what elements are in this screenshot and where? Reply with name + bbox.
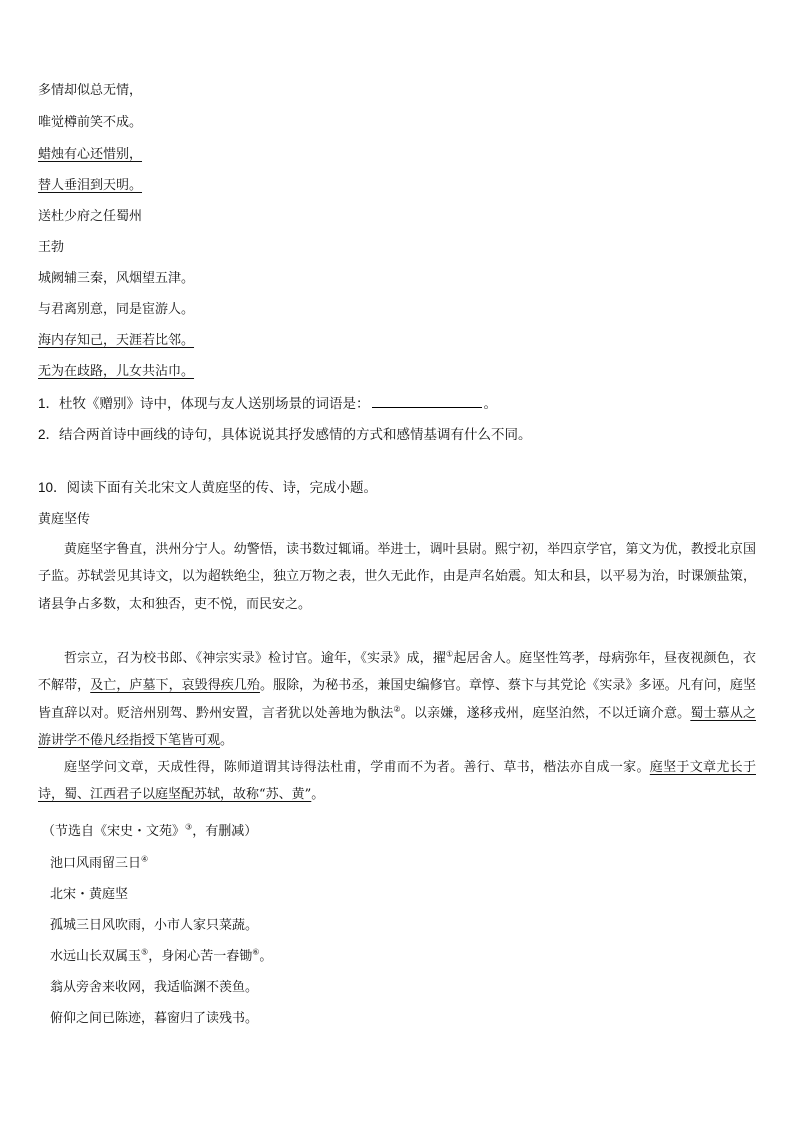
p2-underlined-1: 及亡，庐墓下，哀毁得疾几殆 [90,678,260,694]
question-1 [38,395,497,413]
poem3-author: 北宋・黄庭坚 [50,887,129,902]
answer-blank[interactable] [372,395,482,408]
poem2-title: 送杜少府之任蜀州 [38,209,143,224]
bio-paragraph-1: 黄庭坚字鲁直，洪州分宁人。幼警悟，读书数过辄诵。举进士，调叶县尉。熙宁初，举四京学官，第文为优，教授北京国子监。苏轼尝见其诗文，以为超轶绝尘，独立万物之表，世久无此作，由是声名始震。知太和县，以平易为治，时课颁盐策，诸县争占多数，太和独否，吏不悦，而民安之。 [38,542,756,612]
poem2-underlined-line-2: 无为在歧路，儿女共沾巾。 [38,364,195,379]
question-1-end: 。 [483,396,498,411]
poem1-underlined-line-2: 替人垂泪到天明。 [38,178,143,193]
p2-text-a: 哲宗立，召为校书郎、《神宗实录》检讨官。逾年，《实录》成，擢 [64,651,446,666]
footnote-2-marker: ② [393,704,401,714]
poem2-author: 王勃 [38,240,65,255]
poem2-line-1: 城阙辅三秦，风烟望五津。 [38,271,195,286]
p2-underlined-2: 蜀士慕从之游讲学不倦凡经指授下笔皆可观 [38,705,756,748]
footnote-1-marker: ① [445,649,454,659]
bio-paragraph-3 [38,754,756,809]
question-2-number: 2． [38,427,60,442]
section-10-heading: 10．阅读下面有关北宋文人黄庭坚的传、诗，完成小题。 [38,480,378,495]
poem3-line-2-b: ，身闲心苦一舂锄 [148,949,253,964]
question-1-number: 1． [38,396,60,411]
poem3-line-2-a: 水远山长双属玉 [50,949,142,964]
footnote-6-marker: ⑥ [252,947,260,957]
poem3-line-2-c: 。 [259,949,273,964]
poem3-title [50,855,148,873]
bio-paragraph-2 [38,645,756,754]
bio-title: 黄庭坚传 [38,512,91,527]
poem2-underlined-line-1: 海内存知己，天涯若比邻。 [38,333,195,348]
p3-text-e: 。 [311,787,325,803]
poem1-line-2: 唯觉樽前笑不成。 [38,115,143,130]
p2-text-e: 。 [220,732,234,748]
source-text-b: ，有删减） [192,824,258,839]
poem1-line-1: 多情却似总无情， [38,83,143,98]
footnote-5-marker: ⑤ [141,947,149,957]
p2-text-c: 。服除，为秘书丞，兼国史编修官。章惇、蔡卞与其党论《实录》多诬。凡有问，庭坚皆直辞以对。贬涪州别驾、黔州安置，言者犹以处善地为骫法 [38,678,756,721]
poem3-title-text: 池口风雨留三日 [50,856,142,871]
footnote-4-marker: ④ [141,854,149,864]
question-2-text: 结合两首诗中画线的诗句，具体说说其抒发感情的方式和感情基调有什么不同。 [59,427,532,442]
p3-underlined: 庭坚于文章尤长于诗，蜀、江西君子以庭坚配苏轼，故称“苏、黄” [38,760,756,803]
footnote-3-marker: ③ [185,822,193,832]
poem3-line-4: 俯仰之间已陈迹，暮窗归了读残书。 [50,1011,259,1026]
poem1-underlined-line-1: 蜡烛有心还惜别， [38,147,143,162]
p2-text-b: 起居舍人。庭坚性笃孝，母病弥年，昼夜视颜色，衣不解带， [38,651,756,694]
poem2-line-2: 与君离别意，同是宦游人。 [38,302,195,317]
p2-text-d: 。以亲嫌，遂移戎州，庭坚泊然，不以迁谪介意。 [400,705,691,721]
p3-text-a: 庭坚学问文章，天成性得，陈师道谓其诗得法杜甫，学甫而不为者。善行、草书，楷法亦自成一家。 [64,760,650,775]
poem3-line-1: 孤城三日风吹雨，小市人家只菜蔬。 [50,918,259,933]
source-text-a: （节选自《宋史・文苑》 [42,824,186,839]
poem3-line-3: 翁从旁舍来收网，我适临渊不羡鱼。 [50,980,259,995]
poem3-line-2 [50,948,272,966]
source-note [42,823,257,841]
question-1-text: 杜牧《赠别》诗中，体现与友人送别场景的词语是： [59,396,370,411]
question-2 [38,426,532,444]
